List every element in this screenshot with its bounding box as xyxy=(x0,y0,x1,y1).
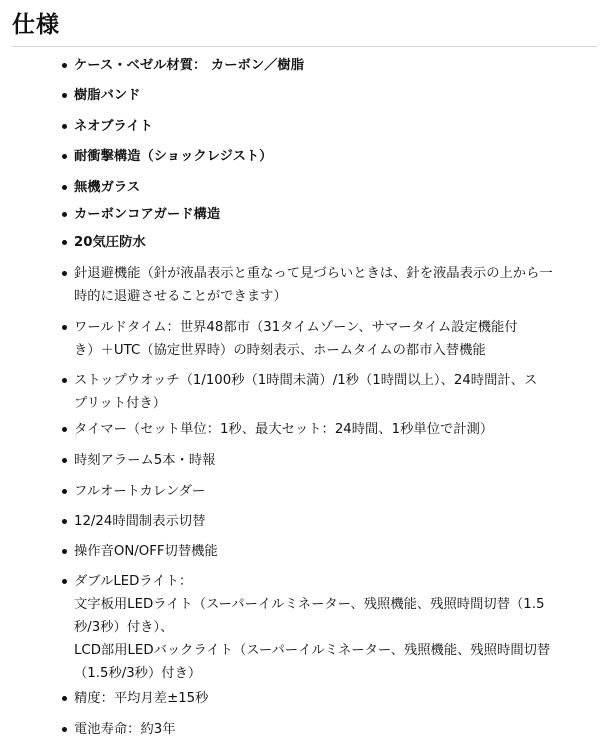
bullet-icon xyxy=(62,696,67,701)
spec-item xyxy=(12,510,205,533)
spec-item xyxy=(12,54,304,77)
spec-item-line: タイマー（セット単位：1秒、最大セット：24時間、1秒単位で計測） xyxy=(74,422,494,437)
spec-item xyxy=(12,316,518,362)
bullet-icon xyxy=(62,63,67,68)
spec-item-line: ケース・ベゼル材質： カーボン／樹脂 xyxy=(74,58,305,73)
spec-item xyxy=(12,540,218,563)
spec-item-line: 無機ガラス xyxy=(74,180,141,195)
bullet-icon xyxy=(62,378,67,383)
spec-item xyxy=(12,262,553,308)
spec-item-line: 12/24時間制表示切替 xyxy=(74,514,206,529)
spec-item-line: LCD部用LEDバックライト（スーパーイルミネーター、残照機能、残照時間切替 xyxy=(74,643,551,658)
spec-item-line: 耐衝撃構造（ショックレジスト） xyxy=(74,149,273,164)
spec-item-line: 操作音ON/OFF切替機能 xyxy=(74,544,218,559)
bullet-icon xyxy=(62,271,67,276)
spec-item-line: 電池寿命：約3年 xyxy=(74,722,176,737)
spec-item-line: カーボンコアガード構造 xyxy=(74,207,221,222)
spec-item-line: ワールドタイム：世界48都市（31タイムゾーン、サマータイム設定機能付 xyxy=(74,320,518,335)
spec-item xyxy=(12,570,550,685)
spec-item xyxy=(12,449,215,472)
spec-item-line: 時的に退避させることができます） xyxy=(74,289,287,304)
bullet-icon xyxy=(62,458,67,463)
spec-item xyxy=(12,687,208,710)
spec-item-line: フルオートカレンダー xyxy=(74,484,206,499)
spec-item xyxy=(12,145,272,168)
spec-item-line: 樹脂バンド xyxy=(74,88,141,103)
spec-item-line: 秒/3秒）付き）、 xyxy=(74,620,174,635)
spec-item-line: ダブルLEDライト： xyxy=(74,574,193,589)
spec-item-line: 針退避機能（針が液晶表示と重なって見づらいときは、針を液晶表示の上から一 xyxy=(74,266,553,281)
spec-item-line: 文字板用LEDライト（スーパーイルミネーター、残照機能、残照時間切替（1.5 xyxy=(74,597,545,612)
spec-item xyxy=(12,176,140,199)
spec-item xyxy=(12,718,176,741)
spec-item-line: 時刻アラーム5本・時報 xyxy=(74,453,216,468)
bullet-icon xyxy=(62,240,67,245)
spec-item-line: （1.5秒/3秒）付き） xyxy=(74,666,202,681)
spec-item xyxy=(12,418,493,441)
bullet-icon xyxy=(62,124,67,129)
spec-item-line: 20気圧防水 xyxy=(74,235,146,250)
bullet-icon xyxy=(62,579,67,584)
bullet-icon xyxy=(62,519,67,524)
spec-item xyxy=(12,480,205,503)
bullet-icon xyxy=(62,325,67,330)
heading-divider xyxy=(12,46,597,47)
spec-item xyxy=(12,84,140,107)
spec-item-line: ネオブライト xyxy=(74,119,153,134)
bullet-icon xyxy=(62,185,67,190)
bullet-icon xyxy=(62,727,67,732)
spec-item xyxy=(12,369,537,415)
bullet-icon xyxy=(62,489,67,494)
bullet-icon xyxy=(62,549,67,554)
spec-item-line: き）＋UTC（協定世界時）の時刻表示、ホームタイムの都市入替機能 xyxy=(74,343,486,358)
page-title: 仕様 xyxy=(12,12,60,38)
spec-item-line: 精度：平均月差±15秒 xyxy=(74,691,209,706)
spec-item xyxy=(12,231,146,254)
spec-item xyxy=(12,203,220,226)
bullet-icon xyxy=(62,93,67,98)
spec-item-line: プリット付き） xyxy=(74,396,167,411)
spec-item xyxy=(12,115,153,138)
bullet-icon xyxy=(62,154,67,159)
bullet-icon xyxy=(62,212,67,217)
spec-item-line: ストップウオッチ（1/100秒（1時間未満）/1秒（1時間以上）、24時間計、ス xyxy=(74,373,538,388)
bullet-icon xyxy=(62,427,67,432)
